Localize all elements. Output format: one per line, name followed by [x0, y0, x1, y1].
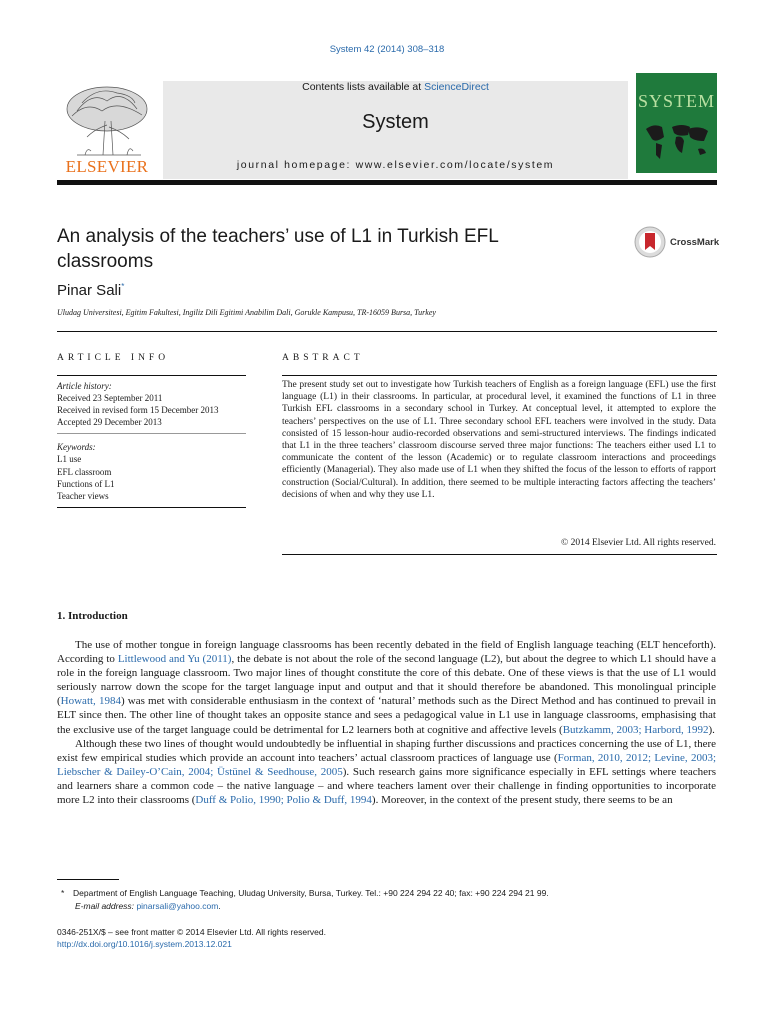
author-footnote	[57, 887, 717, 912]
sciencedirect-link[interactable]: ScienceDirect	[424, 81, 489, 93]
paragraph	[57, 737, 716, 807]
text-run: , the debate is not about the role of the second language (L2), but about the degree to which L1 should have a role in the foreign language classroom. Two major lines of thought constitute the core of this debate. One of these views is that the use of L1 would seriously narrow down the scope for the target language input and output and that it should therefore be abandoned. This monolingual principle (	[57, 653, 717, 708]
article-title: An analysis of the teachers’ use of L1 in Turkish EFL classrooms	[57, 226, 499, 272]
contents-line	[163, 81, 628, 93]
text-run: The use of mother tongue in foreign language classrooms has been recently debated in the field of English language teaching (ELT henceforth). According to	[57, 639, 716, 666]
email-link[interactable]: pinarsali@yahoo.com	[136, 900, 219, 911]
email-label: E-mail address:	[75, 900, 135, 911]
abstract-bottom-rule	[282, 554, 717, 555]
abstract-text: The present study set out to investigate how Turkish teachers of English as a foreign language (EFL) use the first language (L1) in their classrooms. In particular, at procedural level, it examined the functions of L1 in three Turkish EFL classrooms in a secondary school in Turkey. At conceptual level, it attempted to explore the teachers’ perspectives on the use of L1. Three secondary school EFL teachers were involved in the study. Data consisted of 15 lesson-hour audio-recorded observations and semi-structured interviews. The findings indicated that L1 in the three teachers’ classroom discourse served three major functions: The teachers either used L1 to communicate the content of the lesson (Academic) or to regulate classroom interactions and proceedings efficiently (Managerial). They also made use of L1 when they shifted the focus of the lesson to efforts of rapport construction (Social/Cultural). In addition, there seemed to be multiple interacting factors affecting the teachers’ decisions of when and why they use L1.	[282, 380, 716, 500]
header-rule	[57, 180, 717, 185]
section-heading-introduction: 1. Introduction	[57, 610, 128, 622]
journal-homepage[interactable]: journal homepage: www.elsevier.com/locate/system	[236, 159, 555, 171]
text-run: ). Such research gains more significance especially in EFL settings where teachers and learners share a common code – the native language – and where teachers lament over their challenge in finding opportunities to incorporate more L2 into their classrooms (	[57, 765, 716, 807]
introduction-body	[57, 638, 716, 807]
keyword: EFL classroom	[57, 466, 112, 477]
keywords-block	[57, 441, 115, 502]
abstract-copyright: © 2014 Elsevier Ltd. All rights reserved.	[561, 538, 716, 548]
article-history	[57, 380, 218, 428]
crossmark-badge[interactable]	[634, 226, 724, 260]
keyword: Teacher views	[57, 491, 109, 502]
elsevier-wordmark: ELSEVIER	[65, 157, 149, 176]
crossmark-icon	[634, 226, 666, 258]
citation-link[interactable]: Howatt, 1984	[60, 695, 121, 708]
revised-date: Received in revised form 15 December 2013	[57, 405, 219, 415]
history-divider	[57, 433, 246, 434]
text-run: Although these two lines of thought would undoubtedly be influential in shaping further discussions and practices concerning the use of L1, there exist few empirical studies which provide an account into teachers’ actual classroom practices of language use (	[57, 737, 716, 764]
author-affiliation: Uludag Universitesi, Egitim Fakultesi, Ingiliz Dili Egitimi Anabilim Dali, Gorukle Kampusu, TR-16059 Bursa, Turkey	[57, 308, 436, 317]
title-rule	[57, 331, 717, 332]
keyword: Functions of L1	[57, 478, 115, 489]
keywords-label: Keywords:	[57, 442, 96, 452]
citation-link[interactable]: Butzkamm, 2003; Harbord, 1992	[562, 723, 709, 736]
author-text: Pinar Sali	[57, 282, 122, 299]
history-label: Article history:	[57, 381, 112, 391]
citation-link[interactable]: Forman, 2010, 2012; Levine, 2003; Liebscher & Dailey-O’Cain, 2004; Üstünel & Seedhouse, 2005	[57, 751, 716, 778]
doi-link[interactable]: http://dx.doi.org/10.1016/j.system.2013.12.021	[57, 939, 232, 950]
abstract-rule	[282, 375, 717, 376]
journal-citation[interactable]: System 42 (2014) 308–318	[329, 44, 445, 55]
email-end: .	[218, 900, 221, 911]
article-info-heading: ARTICLE INFO	[57, 353, 170, 363]
text-run: ).	[708, 723, 715, 736]
received-date: Received 23 September 2011	[57, 393, 163, 403]
paragraph	[57, 638, 716, 737]
front-matter-text: 0346-251X/$ – see front matter © 2014 Elsevier Ltd. All rights reserved.	[57, 927, 326, 937]
footnote-text: Department of English Language Teaching, Uludag University, Bursa, Turkey. Tel.: +90 224 294 22 40; fax: +90 224 294 21 99.	[73, 888, 549, 898]
journal-cover-image	[636, 73, 717, 173]
crossmark-label: CrossMark	[670, 237, 720, 248]
article-info-rule	[57, 375, 246, 376]
cover-title: SYSTEM	[637, 91, 715, 111]
contents-prefix: Contents lists available at	[302, 81, 425, 93]
footnote-mark: *	[61, 888, 65, 898]
journal-banner	[163, 81, 628, 179]
journal-header	[57, 73, 717, 183]
article-info-bottom-rule	[57, 507, 246, 508]
text-run: ). Moreover, in the context of the present study, there seems to be an	[371, 794, 673, 807]
journal-name: System	[362, 111, 429, 133]
keyword: L1 use	[57, 454, 82, 465]
author-name	[57, 282, 124, 299]
abstract-heading: ABSTRACT	[282, 353, 364, 363]
accepted-date: Accepted 29 December 2013	[57, 417, 162, 427]
text-run: ) was met with considerable enthusiasm in the context of ‘natural’ methods such as the Direct Method and has continued to prevail in ELT since then. The other line of thought takes an opposite stance and sees a pedagogical value in L1 use in language classrooms, emphasising that the exclusive use of the target language could be detrimental for L2 learners both at cognitive and affective levels (	[57, 695, 716, 736]
citation-link[interactable]: Littlewood and Yu (2011)	[117, 653, 232, 666]
front-matter	[57, 926, 326, 951]
author-footnote-mark[interactable]: *	[121, 282, 125, 291]
footnote-rule	[57, 879, 119, 880]
citation-link[interactable]: Duff & Polio, 1990; Polio & Duff, 1994	[195, 794, 372, 807]
